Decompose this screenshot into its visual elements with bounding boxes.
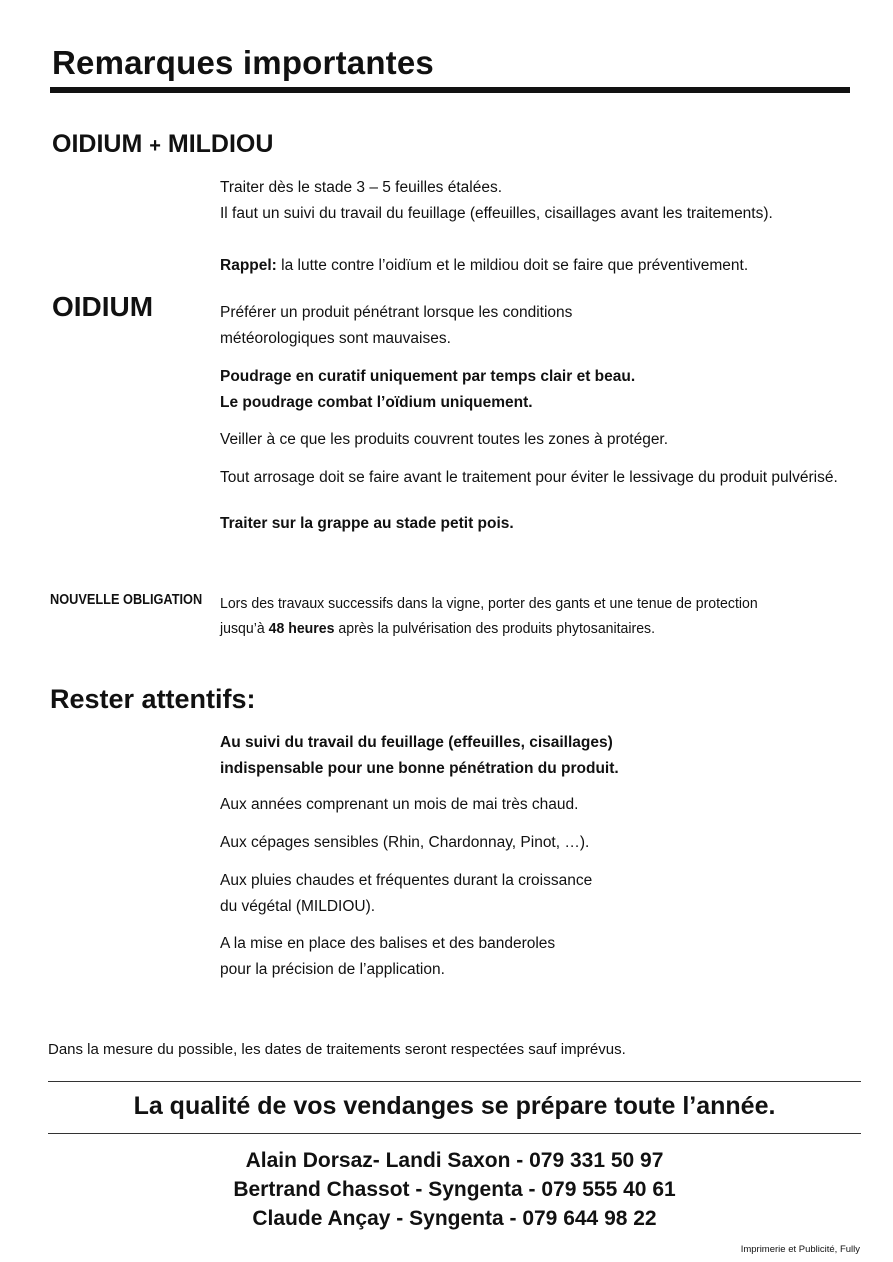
section2-p2-line2: Le poudrage combat l’oïdium uniquement. xyxy=(220,394,533,411)
section3-p4-line2: du végétal (MILDIOU). xyxy=(220,898,376,915)
section2-p4: Tout arrosage doit se faire avant le traitement pour éviter le lessivage du produit pulvérisé. xyxy=(220,469,838,486)
section-heading-oidium-mildiou xyxy=(52,130,273,159)
rappel-label: Rappel: xyxy=(220,257,277,274)
page-title: Remarques importantes xyxy=(52,44,434,81)
section3-p1-line2: indispensable pour une bonne pénétration du produit. xyxy=(220,760,619,777)
section3-p2: Aux années comprenant un mois de mai très chaud. xyxy=(220,796,579,813)
section-heading-oidium: OIDIUM xyxy=(52,291,154,322)
section3-p5-line1: A la mise en place des balises et des banderoles xyxy=(220,935,556,952)
section3-p1-line1: Au suivi du travail du feuillage (effeuilles, cisaillages) xyxy=(220,734,613,751)
obligation-line1: Lors des travaux successifs dans la vigne, porter des gants et une tenue de protection xyxy=(220,595,758,612)
section1-lines xyxy=(220,175,773,227)
printer-credit: Imprimerie et Publicité, Fully xyxy=(740,1244,860,1255)
rappel-text: la lutte contre l’oidïum et le mildiou doit se faire que préventivement. xyxy=(281,257,749,274)
heading-plus: + xyxy=(149,135,161,157)
section3-p4-line1: Aux pluies chaudes et fréquentes durant la croissance xyxy=(220,872,593,889)
rappel-paragraph xyxy=(220,253,748,279)
contact-line: Alain Dorsaz- Landi Saxon - 079 331 50 97 xyxy=(245,1149,664,1172)
section2-p2 xyxy=(220,364,635,416)
obligation-line2-post: après la pulvérisation des produits phytosanitaires. xyxy=(338,620,656,637)
title-underline xyxy=(50,87,850,93)
divider-bottom xyxy=(48,1133,861,1134)
section2-p5: Traiter sur la grappe au stade petit pois. xyxy=(220,515,514,532)
obligation-line2-pre: jusqu’à xyxy=(220,620,265,637)
slogan: La qualité de vos vendanges se prépare toute l’année. xyxy=(133,1092,776,1120)
section2-p2-line1: Poudrage en curatif uniquement par temps clair et beau. xyxy=(220,368,636,385)
section-heading-rester-attentifs: Rester attentifs: xyxy=(50,684,256,714)
section3-p5 xyxy=(220,931,555,983)
contact-list xyxy=(48,1146,861,1233)
obligation-label: NOUVELLE OBLIGATION xyxy=(50,592,203,608)
divider-top xyxy=(48,1081,861,1082)
section2-p1-line2: météorologiques sont mauvaises. xyxy=(220,330,451,347)
obligation-text xyxy=(220,591,758,641)
obligation-duration: 48 heures xyxy=(268,620,335,637)
contact-line: Bertrand Chassot - Syngenta - 079 555 40 61 xyxy=(233,1178,676,1201)
section3-p1 xyxy=(220,730,619,782)
section3-p5-line2: pour la précision de l’application. xyxy=(220,961,445,978)
section2-p1-line1: Préférer un produit pénétrant lorsque les conditions xyxy=(220,304,573,321)
heading-mildiou: MILDIOU xyxy=(167,130,274,158)
obligation-line2 xyxy=(220,616,758,641)
contact-line: Claude Ançay - Syngenta - 079 644 98 22 xyxy=(252,1207,657,1230)
section2-p1 xyxy=(220,300,572,352)
section1-line1: Traiter dès le stade 3 – 5 feuilles étalées. xyxy=(220,179,503,196)
section1-line2: Il faut un suivi du travail du feuillage (effeuilles, cisaillages avant les traitements). xyxy=(220,205,773,222)
section3-p3: Aux cépages sensibles (Rhin, Chardonnay, Pinot, …). xyxy=(220,834,590,851)
schedule-note: Dans la mesure du possible, les dates de traitements seront respectées sauf imprévus. xyxy=(48,1041,626,1058)
section2-p3: Veiller à ce que les produits couvrent toutes les zones à protéger. xyxy=(220,431,669,448)
section3-p4 xyxy=(220,868,592,920)
heading-oidium: OIDIUM xyxy=(52,130,143,158)
